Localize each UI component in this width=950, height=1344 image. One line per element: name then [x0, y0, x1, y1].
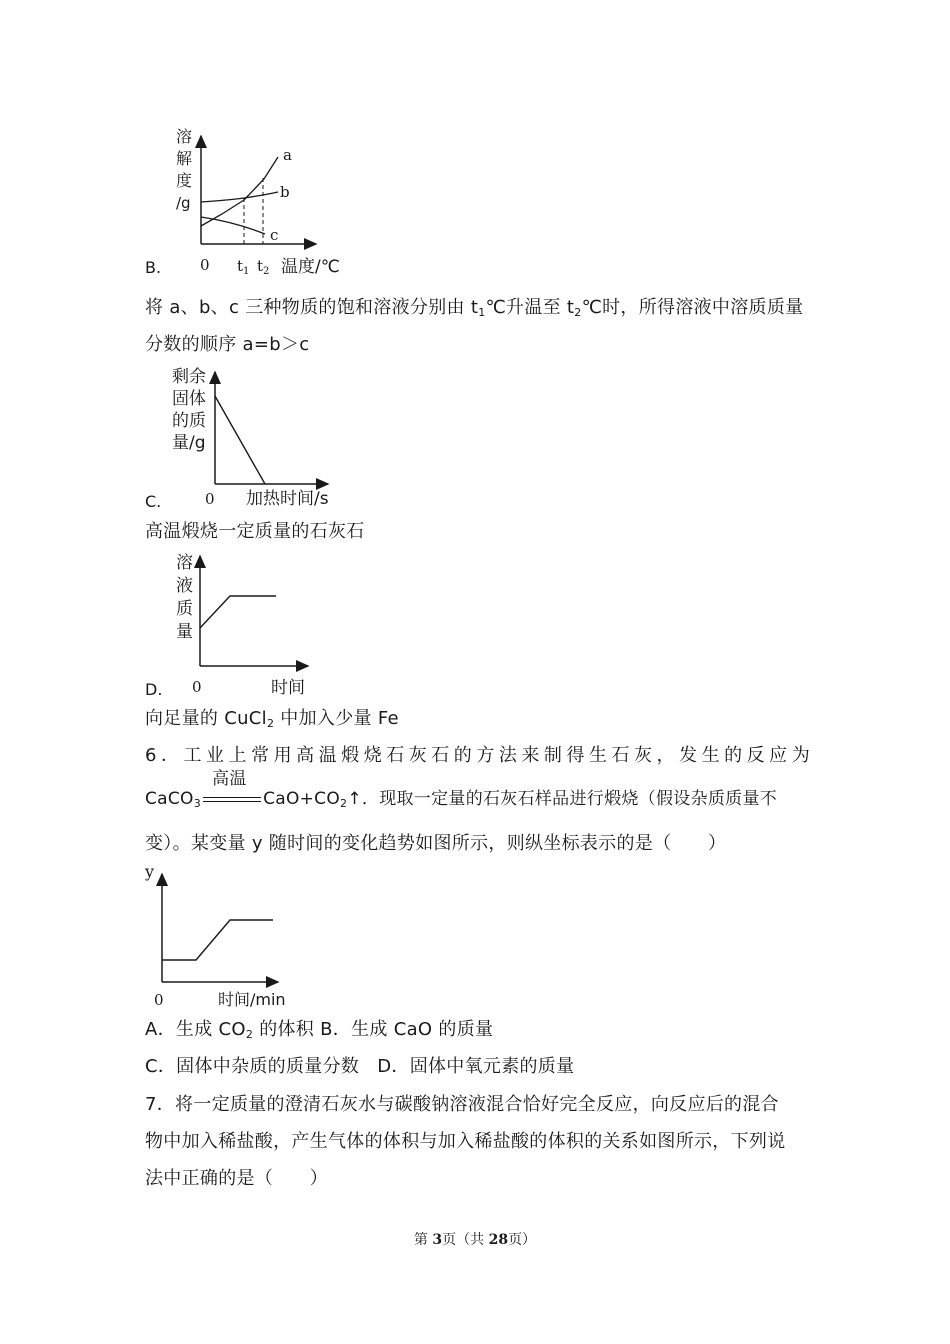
curve-a: [201, 157, 278, 226]
mass-decrease-line: [215, 396, 265, 484]
curve-c: [201, 217, 265, 234]
option-b-letter: B.: [145, 258, 162, 277]
x-axis-label: 加热时间/s: [246, 489, 329, 509]
t2-label: $t_2$: [257, 257, 270, 277]
y-label-4: 量/g: [172, 433, 206, 453]
origin-label: 0: [205, 490, 215, 508]
q7-stem-line-1: 7．将一定质量的澄清石灰水与碳酸钠溶液混合恰好完全反应，向反应后的混合: [145, 1094, 779, 1115]
t1-label: $t_1$: [237, 257, 250, 277]
curve-b: [201, 192, 278, 202]
y-label-1: 剩余: [172, 367, 206, 387]
q6-graph: [140, 862, 310, 1012]
total-pages: 28: [488, 1232, 509, 1248]
y-vs-time-chart: [140, 862, 310, 1012]
q6-options-c-d: C．固体中杂质的质量分数 D．固体中氧元素的质量: [145, 1056, 575, 1077]
solubility-chart: [140, 122, 360, 282]
option-d-letter: D.: [145, 680, 163, 699]
y-label-3: 的质: [172, 411, 206, 431]
option-c-description: 高温煅烧一定质量的石灰石: [145, 521, 365, 542]
y-label-1: 溶: [176, 553, 193, 573]
y-label-2: 解: [176, 149, 193, 168]
y-label-3: 质: [176, 599, 193, 619]
option-c-graph: [140, 362, 360, 517]
q6-stem-line-3: 变）。某变量 y 随时间的变化趋势如图所示，则纵坐标表示的是（ ）: [145, 833, 727, 854]
curve-label-a: a: [283, 146, 292, 164]
y-variable-line: [162, 920, 273, 960]
x-axis-label: 时间: [271, 678, 305, 698]
q7-stem-line-2: 物中加入稀盐酸，产生气体的体积与加入稀盐酸的体积的关系如图所示，下列说: [145, 1131, 786, 1152]
origin-label: 0: [192, 678, 202, 696]
option-c-letter: C.: [145, 492, 162, 511]
option-b-graph: [140, 122, 360, 282]
solution-mass-line: [200, 596, 276, 628]
q6-stem-line-2: CaCO$_3$ 高温 $CaO+CO_2↑$．现取一定量的石灰石样品进行煅烧（假设杂质质量不: [145, 769, 778, 810]
q6-stem-line-1: 6．工业上常用高温煅烧石灰石的方法来制得生石灰，发生的反应为: [145, 745, 810, 766]
solution-mass-chart: [140, 548, 340, 698]
option-b-description-line-1: 将 a、b、c 三种物质的饱和溶液分别由 $t_1℃$升温至 $t_2℃$时，所得溶液中溶质质量: [145, 297, 804, 319]
y-label-1: 溶: [176, 127, 193, 146]
reaction-condition: [201, 769, 263, 809]
y-label-3: 度: [176, 171, 193, 190]
equals-bar-top: [203, 797, 261, 798]
y-label-2: 固体: [172, 389, 206, 409]
y-label-2: 液: [176, 576, 193, 596]
q7-stem-line-3: 法中正确的是（ ）: [145, 1168, 328, 1189]
option-b-description-line-2: 分数的顺序 a=b＞c: [145, 334, 310, 355]
equals-bar-bottom: [203, 801, 261, 802]
y-axis-label: y: [145, 862, 155, 881]
current-page: 3: [432, 1232, 443, 1248]
x-axis-label: 时间/min: [218, 990, 286, 1009]
remaining-solid-chart: [140, 362, 360, 517]
option-d-graph: [140, 548, 340, 698]
q6-options-a-b: A．生成 $CO_2$ 的体积 B．生成 CaO 的质量: [145, 1019, 494, 1041]
page-footer: 第 3页（共 28页）: [413, 1232, 537, 1248]
curve-label-c: c: [270, 226, 279, 244]
y-label-4: /g: [176, 194, 191, 212]
origin-label: 0: [154, 991, 164, 1009]
option-d-description: 向足量的 CuCl$_2$ 中加入少量 Fe: [145, 708, 399, 730]
y-label-4: 量: [176, 622, 193, 642]
curve-label-b: b: [280, 183, 290, 201]
condition-text: 高温: [212, 769, 247, 789]
origin-label: 0: [200, 256, 210, 274]
x-axis-label: 温度/℃: [281, 257, 340, 277]
